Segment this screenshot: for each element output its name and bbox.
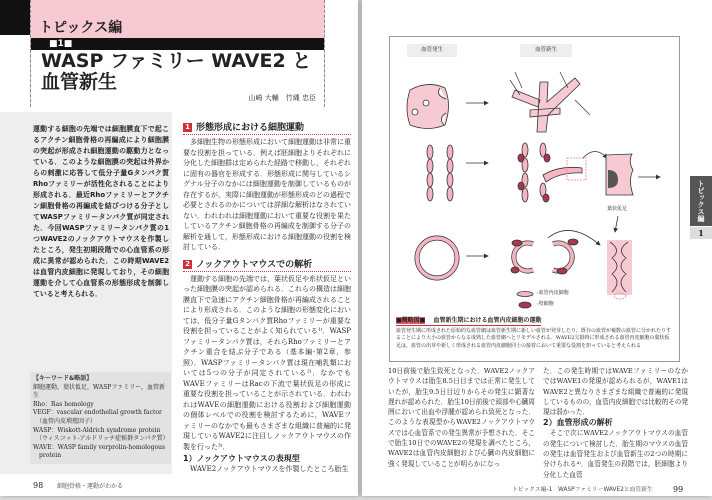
- keyword-line: 細胞運動，葉状仮足，WASPファミリー，血管新生: [33, 383, 165, 400]
- authors: 山崎 大輔 竹縄 忠臣: [248, 94, 316, 102]
- legend-endothelial: :血管内皮細胞: [537, 290, 569, 296]
- main-column: [183, 120, 351, 475]
- vessel-tube: [607, 240, 632, 295]
- corner-block: [0, 0, 30, 35]
- running-title: トピックス編-1 WASPファミリーWAVE2と血管新生: [512, 487, 653, 493]
- keyword-line: （ウィスコット-アルドリッチ症候群タンパク質）: [33, 435, 169, 443]
- abstract: 運動する細胞の先端では細胞膜直下で起こるアクチン細胞骨格の再編成により細胞膜の突起が形成され細胞運動の駆動力となっている．このような細胞膜の突起は外界からの刺激に応答して低分子量Gタンパク質Rhoファミリーが活性化されることにより形成される．最近Rhoファミリーとアクチン細胞骨格の再編成を結びつける分子としてWASPファミリータンパク質が同定された．今回WASPファミリータンパク質の1つWAVE2のノックアウトマウスを作製したところ，発生初期段階での心血管系の形成に異常が認められた．この時期WAVE2は血管内皮細胞に発現しており，その細胞運動を介して心血管系の形態形成を制御していると考えられる．: [33, 125, 169, 298]
- paragraph: WAVE2ノックアウトマウスを作製したところ胎生: [190, 465, 349, 473]
- paragraph: そこで次にWAVE2ノックアウトマウスの血管の発生について検討した．胎生期のマウスの血管の発生は血管発生および血管新生の2つの時期に分けられる⁴⁾．血管発生の段階では，胚細胞より分化した血管: [543, 429, 688, 479]
- caption-title: [396, 316, 541, 326]
- legend-endothelial-swatch: [517, 292, 533, 297]
- title-line: 血管新生: [41, 71, 118, 93]
- heading-2: [183, 257, 351, 272]
- keyword-line: Rho：Ras homology: [33, 400, 94, 408]
- annotation-lamellipodium: 葉状仮足: [607, 206, 628, 212]
- keyword-line: WAVE：WASP family verprolin-homologous: [33, 443, 166, 451]
- heading-text: ノックアウトマウスでの解析: [196, 259, 313, 270]
- paragraph: 10日前後で胎生致死となった．WAVE2ノックアウトマウスは胎生8.5日目までは正常に発生していたが，胎生9.5日目辺りからその発生に顕著な遅れが認められた．胎生10日前後で頭部や心臓周囲において出血や浮腫が認められ致死となった．このような表現型からWAVE2ノックアウトマウスでは心血管系での発生異常が予想された．そこで胎生10日でのWAVE2の発現を調べたところ，WAVE2は血管内皮細胞および心臓の内皮細胞に強く発現していることが明らかになっ: [388, 367, 535, 468]
- caption-tag: ■概略図■: [396, 317, 426, 324]
- subheading: 1）ノックアウトマウスの表現型: [183, 454, 300, 463]
- keyword-line: （血管内皮増殖因子）: [33, 417, 97, 425]
- keywords-box: [30, 372, 171, 464]
- keyword-line: VEGF：vascular endothelial growth factor: [33, 409, 162, 417]
- paragraph: た．この発生時期ではWAVEファミリーのなかではWAVE1の発現が認められるが，WAVE1はWAVE2と異なりさまざまな組織で普遍的に発現しているものの，血管内皮細胞では比較的その発現は弱かった．: [543, 367, 688, 417]
- paragraph: 多細胞生物の形態形成において細胞運動は非常に重要な役割を担っている．例えば胚細胞よりそれぞれに分化した細胞群は定められた経路で移動し，それぞれに固有の器官を形成する．形態形成に関与しているシグナル分子のなかには細胞運動を制御しているものが存在するが，実際に細胞運動が形態形成のどの過程で必要とされるのかについては詳細な解析はなされていない．われわれは細胞運動において重要な役割を果たしているアクチン細胞骨格の再編成を制御する分子の解析を通して，形態形成における細胞運動の役割を検討している．: [183, 138, 351, 251]
- paragraph: 運動する細胞の先端では，葉状仮足や糸状仮足といった細胞膜の突起が認められる．これらの構造は細胞膜直下で急速にアクチン細胞骨格が再編成されることにより形成される．このような細胞の形態変化においては，低分子量Gタンパク質Rhoファミリーが重要な役割を担っていることがよく知られている¹⁾．WASPファミリータンパク質は，それらRhoファミリーとアクチン重合を結ぶ分子である（基本編-第2章，参照）．WASPファミリータンパク質は現在哺乳類においては5つの分子が同定されている²⁾．なかでもWAVEファミリーはRacの下流で葉状仮足の形成に重要な役割を担っていることが示されている．われわれはWAVEの細胞運動における役割および細胞運動の個体レベルでの役割を検討するために，WAVEファミリーのなかでも最もさまざまな組織に普遍的に発現しているWAVE2に注目しノックアウトマウスの作製を行った³⁾．: [183, 274, 351, 451]
- right-column: [543, 366, 688, 480]
- keyword-line: protein: [33, 452, 62, 460]
- vessel-ring: [417, 238, 457, 278]
- page-number: 98: [33, 481, 44, 490]
- number-bar: ■1■: [31, 38, 324, 50]
- heading-number: 1: [183, 123, 192, 132]
- legend-mural-swatch: [519, 302, 531, 308]
- subheading: 2）血管形成の解析: [543, 418, 613, 428]
- title-line: WASP ファミリー WAVE2 と: [41, 50, 312, 72]
- heading-1: [183, 120, 351, 135]
- section-label: トピックス編: [39, 20, 123, 36]
- figure-diagram: [390, 60, 680, 315]
- label-angiogenesis: 血管新生: [520, 44, 572, 57]
- page-number: 99: [673, 485, 684, 494]
- heading-number: 2: [183, 260, 192, 269]
- running-title: 細胞骨格・運動がわかる: [57, 483, 124, 490]
- figure-caption: 血管発生期に形成された原始的な血管網は血管新生期に新しい血管が発芽したり，既存の血管が複数の血管に分かれたりすることにより大小の血管からなる成熟した血管網へとリモデルされる．WAVE2欠損時に形成される血管内皮細胞の葉状仮足は，血管の出芽や新しく形成される血管内皮細胞同士の接着において重要な役割を担っていると考えられる: [396, 328, 672, 349]
- heading-text: 形態形成における細胞運動: [196, 123, 305, 133]
- label-vasculogenesis: 血管発生: [407, 44, 457, 57]
- caption-heading: 血管新生期における血管内皮細胞の運動: [433, 317, 542, 324]
- legend-mural: :壁細胞: [537, 301, 554, 307]
- keyword-line: WASP：Wiskott-Aldrich syndrome protein: [33, 426, 161, 434]
- page-title: [41, 51, 311, 93]
- keywords-title: 【キーワード&略語】: [33, 375, 93, 382]
- right-page: [362, 0, 712, 496]
- side-tab-number: 1: [690, 227, 712, 239]
- branched-vessels: [512, 78, 580, 132]
- title-header: [30, 0, 325, 107]
- left-page: [0, 0, 358, 496]
- endothelial-chains: [427, 143, 582, 202]
- side-tab: トピックス編: [690, 176, 712, 226]
